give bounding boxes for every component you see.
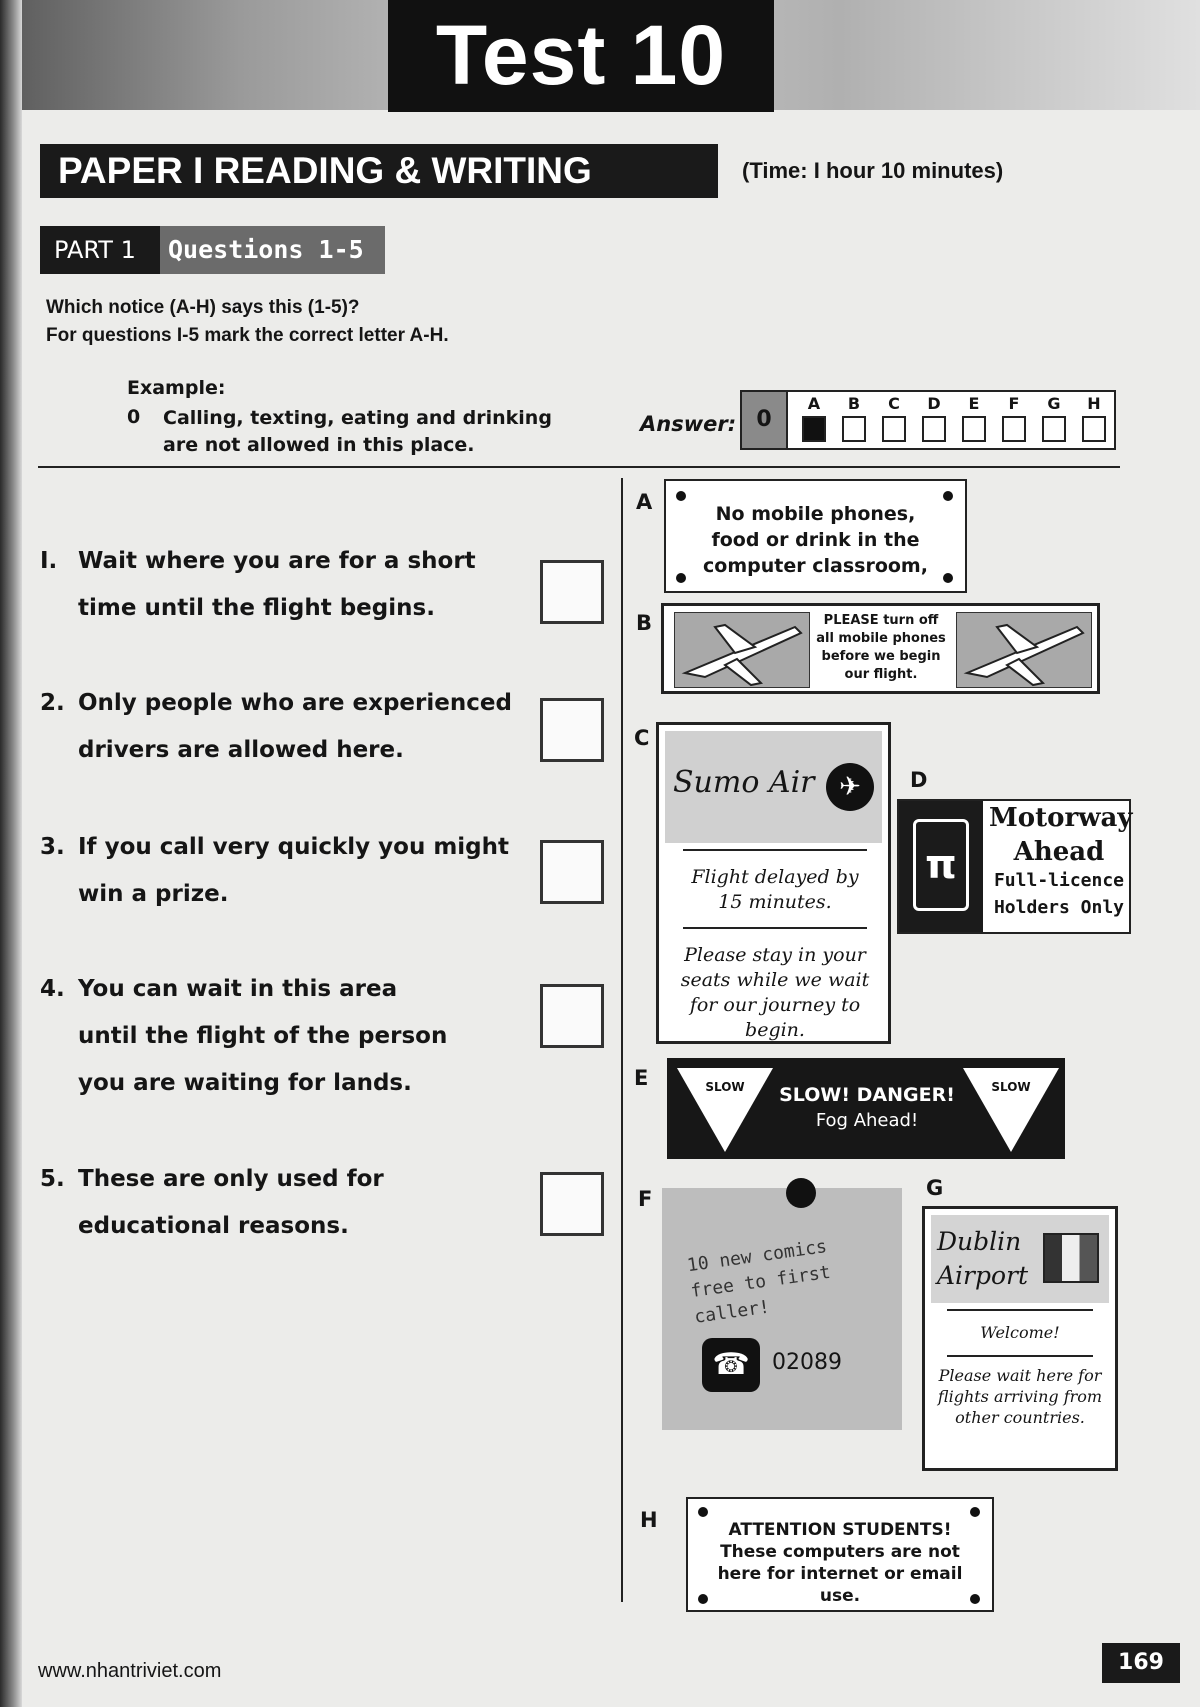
notice-e <box>667 1058 1065 1159</box>
pin-dot-icon <box>970 1507 980 1517</box>
answer-option-box[interactable] <box>962 416 986 442</box>
pin-dot-icon <box>970 1594 980 1604</box>
notice-f-number: 02089 <box>772 1350 842 1375</box>
answer-option-letter: A <box>807 394 821 413</box>
airline-name: Sumo Air <box>673 765 815 800</box>
answer-number: 0 <box>742 392 788 448</box>
answer-option-b[interactable] <box>834 394 874 446</box>
airport-header <box>931 1215 1109 1303</box>
notice-e-line2: Fog Ahead! <box>815 1110 919 1131</box>
pin-dot-icon <box>676 573 686 583</box>
instruction-line-2: For questions I-5 mark the correct letter A-H. <box>46 325 449 346</box>
question-4 <box>40 966 540 1107</box>
flag-icon <box>1043 1233 1099 1283</box>
question-text: You can wait in this area until the flight of the person you are waiting for lands. <box>78 976 448 1096</box>
notice-c-delay: Flight delayed by 15 minutes. <box>683 849 867 929</box>
answer-option-box[interactable] <box>1082 416 1106 442</box>
answer-label: Answer: <box>640 412 737 436</box>
question-text: If you call very quickly you might win a prize. <box>78 834 510 907</box>
notice-letter-e: E <box>634 1066 649 1090</box>
divider-horizontal <box>38 466 1120 468</box>
answer-option-box[interactable] <box>802 416 826 442</box>
answer-option-h[interactable] <box>1074 394 1114 446</box>
question-2 <box>40 680 540 774</box>
notice-h <box>686 1497 994 1612</box>
answer-letters <box>794 394 1114 446</box>
answer-option-box[interactable] <box>882 416 906 442</box>
question-1 <box>40 538 540 632</box>
question-text: Wait where you are for a short time until the flight begins. <box>78 548 476 621</box>
answer-box-5[interactable] <box>540 1172 604 1236</box>
pin-dot-icon <box>943 491 953 501</box>
notice-f <box>662 1188 902 1430</box>
part-questions: Questions 1-5 <box>160 226 385 274</box>
notice-g <box>922 1206 1118 1471</box>
pushpin-icon <box>786 1178 816 1208</box>
notice-e-line1: SLOW! DANGER! <box>779 1084 955 1106</box>
notice-letter-c: C <box>634 726 650 750</box>
book-spine <box>0 0 22 1707</box>
answer-option-letter: H <box>1087 394 1101 413</box>
notice-f-handwriting: 10 new comics free to first caller! <box>685 1235 832 1328</box>
telephone-icon: ☎ <box>702 1338 760 1392</box>
airline-header <box>665 731 882 843</box>
notice-c-text: Please stay in your seats while we wait for our journey to begin. <box>680 944 870 1041</box>
notice-g-text: Please wait here for flights arriving from other countries. <box>937 1366 1103 1427</box>
notice-letter-b: B <box>636 611 653 635</box>
time-limit: (Time: I hour 10 minutes) <box>742 158 1004 183</box>
question-number: 4. <box>40 976 65 1002</box>
airplane-icon: ✈ <box>826 763 874 811</box>
notice-g-welcome: Welcome! <box>947 1309 1093 1357</box>
question-5 <box>40 1156 540 1250</box>
answer-option-g[interactable] <box>1034 394 1074 446</box>
question-number: 3. <box>40 834 65 860</box>
notice-h-text: These computers are not here for internet or email use. <box>717 1542 963 1606</box>
notice-d <box>897 799 1131 934</box>
notice-b-text: PLEASE turn off all mobile phones before we begin our flight. <box>816 613 946 682</box>
notice-a <box>664 479 967 593</box>
question-text: These are only used for educational reasons. <box>78 1166 384 1239</box>
page-number: 169 <box>1102 1643 1180 1683</box>
answer-option-a[interactable] <box>794 394 834 446</box>
answer-option-letter: B <box>847 394 861 413</box>
answer-option-box[interactable] <box>1042 416 1066 442</box>
answer-option-letter: D <box>927 394 941 413</box>
example-number: 0 <box>127 406 141 428</box>
answer-box-1[interactable] <box>540 560 604 624</box>
notice-letter-h: H <box>640 1508 658 1532</box>
notice-letter-f: F <box>638 1187 653 1211</box>
question-text: Only people who are experienced drivers are allowed here. <box>78 690 512 763</box>
notice-d-title: Motorway Ahead <box>989 803 1133 867</box>
answer-grid <box>740 390 1116 450</box>
part-label: PART 1 <box>40 226 160 274</box>
answer-option-box[interactable] <box>842 416 866 442</box>
answer-box-3[interactable] <box>540 840 604 904</box>
answer-option-letter: F <box>1008 394 1020 413</box>
airplane-icon <box>674 612 810 688</box>
notice-h-title: ATTENTION STUDENTS! <box>728 1520 952 1540</box>
notice-d-sub: Full-licence Holders Only <box>993 870 1125 918</box>
pin-dot-icon <box>676 491 686 501</box>
instruction-line-1: Which notice (A-H) says this (1-5)? <box>46 297 360 318</box>
notice-letter-g: G <box>926 1176 944 1200</box>
question-number: 5. <box>40 1166 65 1192</box>
answer-option-letter: G <box>1047 394 1061 413</box>
airplane-icon <box>956 612 1092 688</box>
divider-vertical <box>621 478 623 1602</box>
notice-letter-d: D <box>910 768 928 792</box>
notice-letter-a: A <box>636 490 653 514</box>
airport-name: Dublin Airport <box>937 1227 1029 1290</box>
part-header <box>40 226 385 274</box>
paper-title: PAPER I READING & WRITING <box>40 144 718 198</box>
notice-b <box>661 603 1100 694</box>
question-number: 2. <box>40 690 65 716</box>
answer-box-2[interactable] <box>540 698 604 762</box>
example-label: Example: <box>127 377 226 399</box>
notice-a-text: No mobile phones, food or drink in the computer classroom, <box>703 503 928 577</box>
answer-option-letter: E <box>968 394 980 413</box>
notice-c <box>656 722 891 1044</box>
question-3 <box>40 824 540 918</box>
slow-sign-icon: SLOW <box>963 1068 1059 1152</box>
answer-option-letter: C <box>888 394 900 413</box>
answer-option-e[interactable] <box>954 394 994 446</box>
motorway-sign-icon: π <box>899 801 983 932</box>
footer-url: www.nhantriviet.com <box>38 1660 222 1682</box>
question-number: I. <box>40 548 58 574</box>
answer-option-f[interactable] <box>994 394 1034 446</box>
pin-dot-icon <box>943 573 953 583</box>
slow-sign-icon: SLOW <box>677 1068 773 1152</box>
example-text: Calling, texting, eating and drinking are not allowed in this place. <box>163 407 552 456</box>
answer-option-c[interactable] <box>874 394 914 446</box>
pin-dot-icon <box>698 1594 708 1604</box>
answer-option-box[interactable] <box>922 416 946 442</box>
answer-box-4[interactable] <box>540 984 604 1048</box>
answer-option-box[interactable] <box>1002 416 1026 442</box>
pin-dot-icon <box>698 1507 708 1517</box>
answer-option-d[interactable] <box>914 394 954 446</box>
test-title: Test 10 <box>388 0 774 112</box>
